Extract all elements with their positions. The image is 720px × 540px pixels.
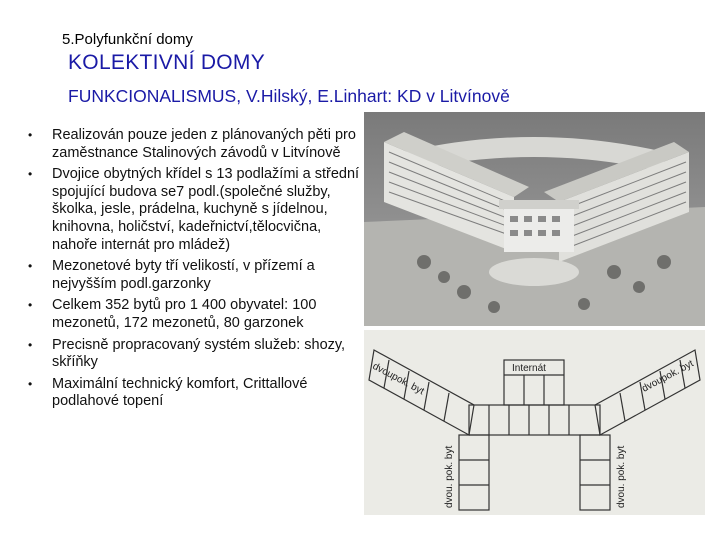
page-subtitle: FUNKCIONALISMUS, V.Hilský, E.Linhart: KD v Litvínově [68, 86, 510, 106]
list-item [24, 297, 360, 332]
bullet-icon: • [28, 337, 33, 352]
page-title: KOLEKTIVNÍ DOMY [68, 51, 266, 74]
list-item [24, 337, 360, 372]
bullet-icon: • [28, 128, 33, 142]
bullet-list [24, 127, 360, 415]
plan-label-left-lower: dvou. pok. byt [444, 445, 455, 508]
list-item [24, 376, 360, 411]
bullet-text: Maximální technický komfort, Crittallové podlahové topení [52, 375, 308, 410]
list-item [24, 258, 360, 293]
bullet-icon: • [28, 376, 33, 391]
list-item [24, 127, 360, 162]
bullet-text: Dvojice obytných křídel s 13 podlažími a střední spojující budova se7 podl.(společné služby, školka, jesle, prádelna, kuchyně s jídelnou, knihovna, holičství, kadeřnictví,tělocvična, nahoře internát pro mládež) [52, 166, 360, 253]
section-label: 5.Polyfunkční domy [62, 31, 193, 48]
plan-label-right-lower: dvou. pok. byt [616, 445, 627, 508]
plan-label-internat: Internát [512, 363, 546, 374]
bullet-icon: • [28, 298, 33, 313]
bullet-text: Realizován pouze jeden z plánovaných pěti pro zaměstnance Stalinových závodů v Litvínově [52, 127, 356, 161]
floor-plan [364, 330, 705, 515]
bullet-icon: • [28, 259, 33, 274]
plan-label-right-wing: dvoupok. byt [640, 358, 696, 395]
list-item [24, 166, 360, 254]
bullet-icon: • [28, 167, 33, 182]
bullet-text: Precisně propracovaný systém služeb: shozy, skříňky [52, 336, 346, 371]
bullet-text: Celkem 352 bytů pro 1 400 obyvatel: 100 mezonetů, 172 mezonetů, 80 garzonek [52, 297, 317, 331]
model-photo [364, 112, 705, 326]
plan-label-left-wing: dvoupok. byt [370, 360, 426, 398]
bullet-text: Mezonetové byty tří velikostí, v přízemí a nejvyšším podl.garzonky [52, 258, 315, 292]
